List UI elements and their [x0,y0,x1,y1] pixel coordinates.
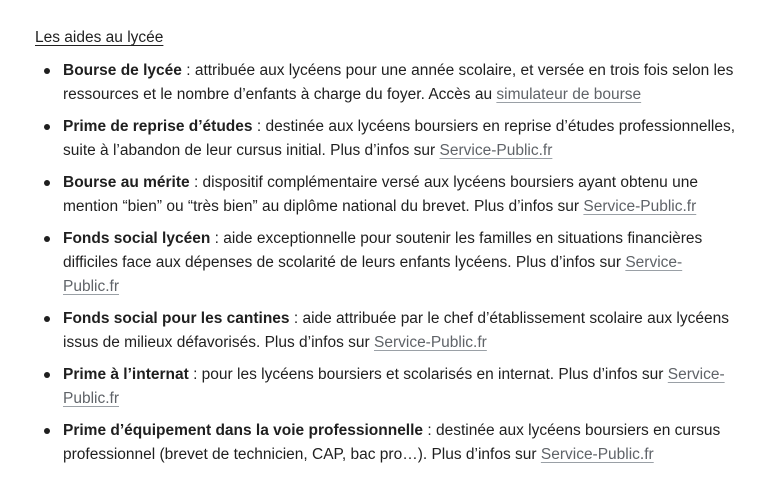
item-description: : aide exceptionnelle pour soutenir les familles en situations financières difficiles face aux dépenses de scolarité de leurs enfants lycéens. Plus d’infos sur [63,230,703,271]
service-public-link[interactable]: Service-Public.fr [540,446,654,463]
item-description: : pour les lycéens boursiers et scolarisés en internat. Plus d’infos sur [188,366,668,383]
list-item-bourse-lycee [35,59,737,107]
item-term: Bourse au mérite [63,174,190,191]
service-public-link[interactable]: Service-Public.fr [374,334,487,351]
simulateur-bourse-link[interactable]: simulateur de bourse [496,86,642,103]
service-public-link[interactable]: Service-Public.fr [439,142,553,159]
list-item-bourse-merite [35,171,737,219]
list-item-fonds-social-cantines [35,307,737,355]
list-item-fonds-social-lyceen [35,227,737,299]
list-item-prime-reprise-etudes [35,115,737,163]
item-description: : dispositif complémentaire versé aux lycéens boursiers ayant obtenu une mention “bien” ou “très bien” au diplôme national du brevet. Plus d’infos sur [63,174,698,215]
item-term: Bourse de lycée [63,62,182,79]
list-item-prime-internat [35,363,737,411]
aids-list [35,59,737,467]
service-public-link[interactable]: Service-Public.fr [583,198,697,215]
item-term: Fonds social pour les cantines [63,310,290,327]
service-public-link[interactable]: Service-Public.fr [63,366,725,407]
item-term: Prime de reprise d’études [63,118,253,135]
service-public-link[interactable]: Service-Public.fr [63,254,683,295]
item-description: : aide attribuée par le chef d’établissement scolaire aux lycéens issus de milieux défavorisés. Plus d’infos sur [63,310,729,351]
item-description: : attribuée aux lycéens pour une année scolaire, et versée en trois fois selon les ressources et le nombre d’enfants à charge du foyer. Accès au [63,62,734,103]
item-term: Prime à l’internat [63,366,189,383]
item-term: Prime d’équipement dans la voie professionnelle [63,422,424,439]
item-term: Fonds social lycéen [63,230,211,247]
item-description: : destinée aux lycéens boursiers en reprise d’études professionnelles, suite à l’abandon de leur cursus initial. Plus d’infos sur [63,118,736,159]
item-description: : destinée aux lycéens boursiers en cursus professionnel (brevet de technicien, CAP, bac pro…). Plus d’infos sur [63,422,721,463]
section-title: Les aides au lycée [35,29,164,46]
list-item-prime-equipement [35,419,737,467]
